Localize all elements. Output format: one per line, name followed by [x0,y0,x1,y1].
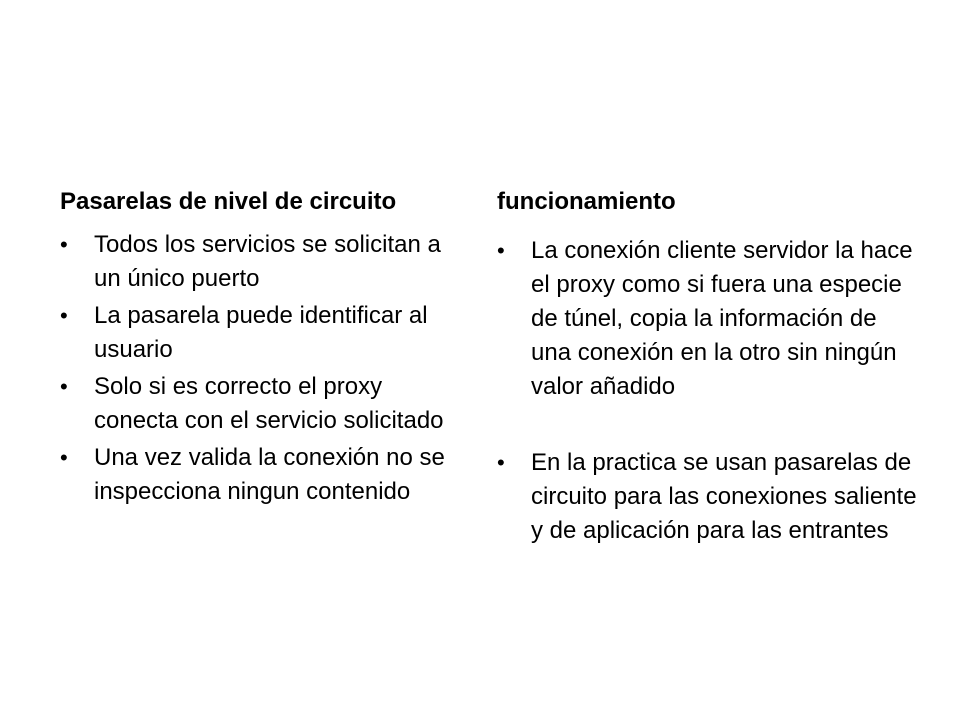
right-column [497,186,917,548]
right-bullet-list [497,234,917,548]
left-column [60,186,460,512]
bullet-text: Todos los servicios se solicitan a un único puerto [94,231,441,292]
list-item [60,441,460,509]
bullet-text: La pasarela puede identificar al usuario [94,302,428,363]
bullet-icon: • [60,445,68,470]
right-heading: funcionamiento [497,188,676,215]
bullet-icon: • [497,238,505,263]
bullet-icon: • [60,232,68,257]
list-item [497,446,917,548]
list-item [497,234,917,404]
bullet-icon: • [497,450,505,475]
bullet-text: Una vez valida la conexión no se inspecciona ningun contenido [94,444,445,505]
bullet-text: La conexión cliente servidor la hace el proxy como si fuera una especie de túnel, copia la información de una conexión en la otro sin ningún valor añadido [531,237,913,400]
list-item [60,370,460,438]
bullet-icon: • [60,303,68,328]
bullet-icon: • [60,374,68,399]
bullet-text: Solo si es correcto el proxy conecta con el servicio solicitado [94,373,444,434]
bullet-text: En la practica se usan pasarelas de circuito para las conexiones saliente y de aplicación para las entrantes [531,449,917,544]
list-item [60,299,460,367]
list-item [60,228,460,296]
left-heading: Pasarelas de nivel de circuito [60,188,397,215]
left-bullet-list [60,228,460,509]
